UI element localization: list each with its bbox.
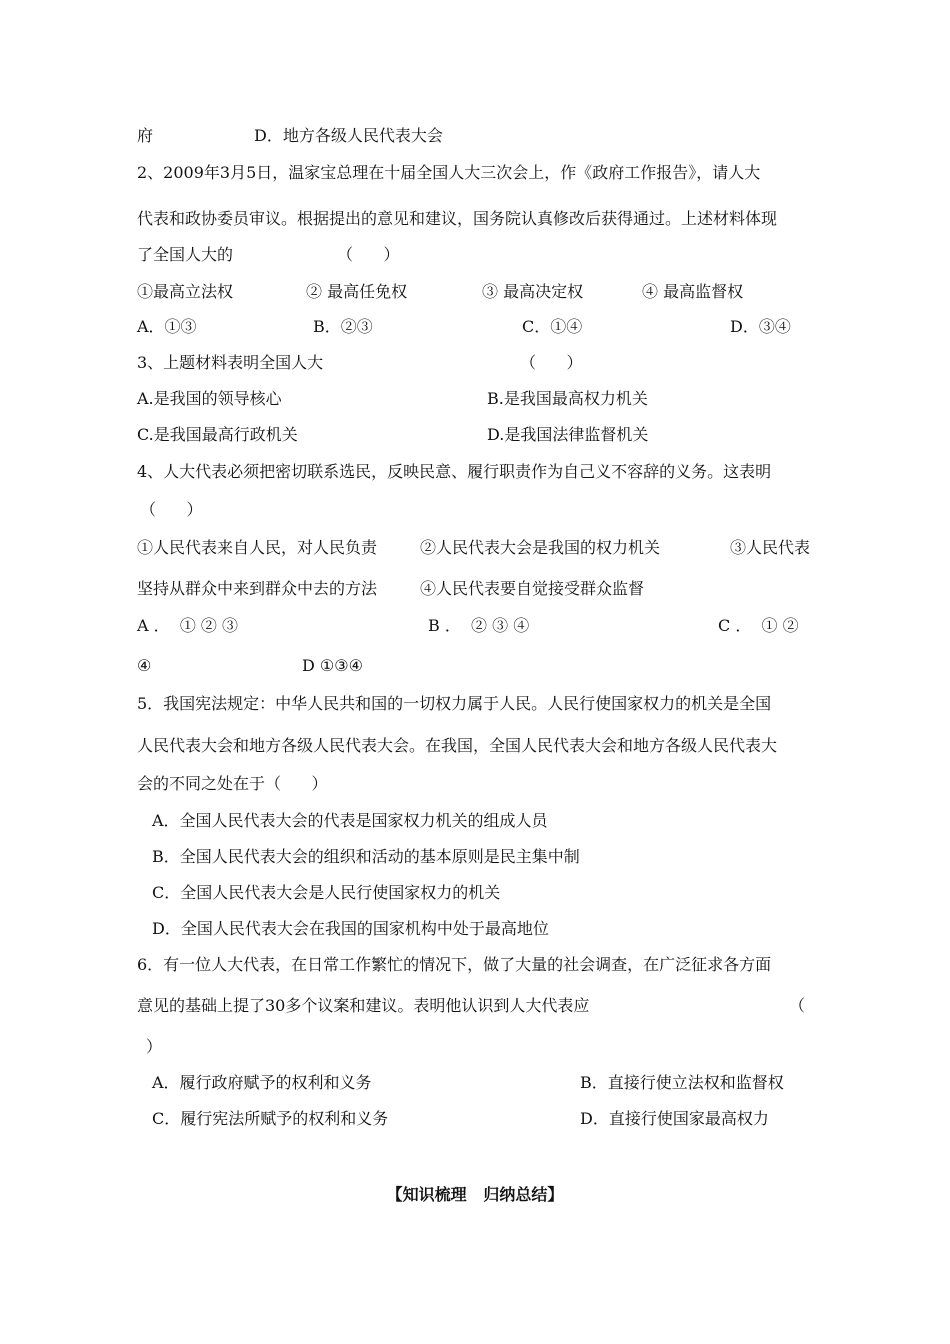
q2-line3: 了全国人大的 <box>137 245 234 264</box>
q2-option-a: A．①③ <box>137 317 197 336</box>
q6-line1: 6．有一位人大代表，在日常工作繁忙的情况下，做了大量的社会调查，在广泛征求各方面 <box>137 955 772 974</box>
q2-option-d: D．③④ <box>730 317 791 336</box>
q6-paren-open: （ <box>789 996 806 1015</box>
q2-statement-2: ② 最高任免权 <box>306 282 408 301</box>
q4-statement-3-end: 坚持从群众中来到群众中去的方法 <box>137 579 378 598</box>
q5-line2: 人民代表大会和地方各级人民代表大会。在我国，全国人民代表大会和地方各级人民代表大 <box>137 736 778 755</box>
q4-option-d: D ①③④ <box>302 656 363 675</box>
q4-option-a: A ． ① ② ③ <box>137 616 238 635</box>
q4-statement-1: ①人民代表来自人民，对人民负责 <box>137 538 378 557</box>
q2-line1: 2、2009年3月5日，温家宝总理在十届全国人大三次会上，作《政府工作报告》，请人大 <box>137 163 761 182</box>
q5-line3: 会的不同之处在于（ ） <box>137 774 328 793</box>
q5-option-a: A．全国人民代表大会的代表是国家权力机关的组成人员 <box>152 811 548 830</box>
q3-stem: 3、上题材料表明全国人大 <box>137 353 324 372</box>
q4-option-c-end: ④ <box>137 656 152 675</box>
q5-option-c: C．全国人民代表大会是人民行使国家权力的机关 <box>152 883 501 902</box>
q4-option-c-start: C ． ① ② <box>718 616 799 635</box>
prev-question-option-d: D．地方各级人民代表大会 <box>254 126 443 145</box>
q6-option-c: C．履行宪法所赋予的权利和义务 <box>152 1109 389 1128</box>
q5-line1: 5．我国宪法规定：中华人民共和国的一切权力属于人民。人民行使国家权力的机关是全国 <box>137 694 772 713</box>
q2-option-c: C．①④ <box>522 317 583 336</box>
q4-statement-2: ②人民代表大会是我国的权力机关 <box>420 538 661 557</box>
q4-stem: 4、人大代表必须把密切联系选民，反映民意、履行职责作为自己义不容辞的义务。这表明 <box>137 462 772 481</box>
q3-option-d: D.是我国法律监督机关 <box>487 425 649 444</box>
q2-option-b: B．②③ <box>313 317 373 336</box>
q5-option-b: B．全国人民代表大会的组织和活动的基本原则是民主集中制 <box>152 847 580 866</box>
q2-line2: 代表和政协委员审议。根据提出的意见和建议，国务院认真修改后获得通过。上述材料体现 <box>137 209 778 228</box>
q2-statement-4: ④ 最高监督权 <box>642 282 744 301</box>
q3-option-a: A.是我国的领导核心 <box>137 389 282 408</box>
q4-statement-4: ④人民代表要自觉接受群众监督 <box>420 579 645 598</box>
q2-answer-paren: （ ） <box>337 245 400 264</box>
q3-option-c: C.是我国最高行政机关 <box>137 425 298 444</box>
q4-statement-3-start: ③人民代表 <box>730 538 811 557</box>
q2-statement-3: ③ 最高决定权 <box>482 282 584 301</box>
q2-statement-1: ①最高立法权 <box>137 282 234 301</box>
q6-option-b: B．直接行使立法权和监督权 <box>580 1073 784 1092</box>
q6-option-a: A．履行政府赋予的权利和义务 <box>152 1073 372 1092</box>
prev-question-text: 府 <box>137 126 154 145</box>
q4-option-b: B ． ② ③ ④ <box>428 616 530 635</box>
q6-line2: 意见的基础上提了30多个议案和建议。表明他认识到人大代表应 <box>137 996 590 1015</box>
q4-answer-paren: （ ） <box>140 500 203 519</box>
q6-paren-close: ） <box>146 1037 163 1056</box>
q3-answer-paren: （ ） <box>520 353 583 372</box>
section-heading: 【知识梳理 归纳总结】 <box>386 1185 564 1204</box>
q5-option-d: D．全国人民代表大会在我国的国家机构中处于最高地位 <box>152 919 549 938</box>
q3-option-b: B.是我国最高权力机关 <box>487 389 648 408</box>
q6-option-d: D．直接行使国家最高权力 <box>580 1109 769 1128</box>
